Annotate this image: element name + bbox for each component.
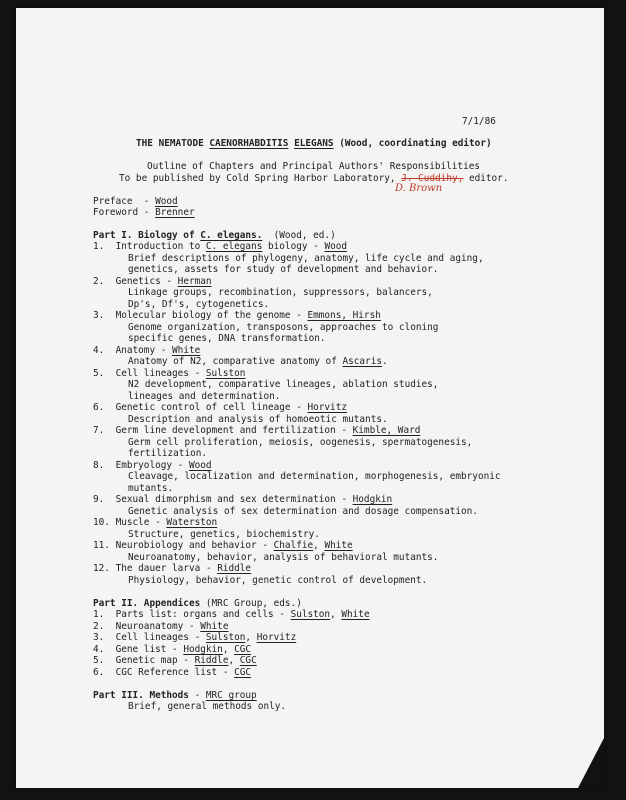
chapter-9-desc-1: Genetic analysis of sex determination and dosage compensation. (128, 506, 478, 517)
subtitle-line-2: To be published by Cold Spring Harbor Laboratory, J. Cuddihy, editor. (119, 173, 509, 184)
chapter-8-desc-1: Cleavage, localization and determination, morphogenesis, embryonic (128, 471, 501, 482)
chapter-7-desc-1: Germ cell proliferation, meiosis, oogenesis, spermatogenesis, (128, 437, 473, 448)
chapter-1-desc-1: Brief descriptions of phylogeny, anatomy, life cycle and aging, (128, 253, 484, 264)
part3-desc-1: Brief, general methods only. (128, 701, 287, 712)
appendix-4: 4. Gene list - Hodgkin, CGC (93, 644, 252, 655)
part2-heading: Part II. Appendices (MRC Group, eds.) (93, 598, 302, 609)
chapter-7: 7. Germ line development and fertilization - Kimble, Ward (93, 425, 421, 436)
appendix-2: 2. Neuroanatomy - White (93, 621, 229, 632)
handwritten-editor-name: D. Brown (395, 183, 443, 194)
chapter-12-desc-1: Physiology, behavior, genetic control of development. (128, 575, 428, 586)
chapter-8-desc-2: mutants. (128, 483, 174, 494)
chapter-5-desc-1: N2 development, comparative lineages, ablation studies, (128, 379, 439, 390)
chapter-6: 6. Genetic control of cell lineage - Horvitz (93, 402, 347, 413)
chapter-5-desc-2: lineages and determination. (128, 391, 281, 402)
preface-line: Preface - Wood (93, 196, 178, 207)
chapter-2-desc-2: Dp's, Df's, cytogenetics. (128, 299, 270, 310)
part3-heading: Part III. Methods - MRC group (93, 690, 257, 701)
chapter-4-desc-1: Anatomy of N2, comparative anatomy of Ascaris. (128, 356, 388, 367)
struck-editor-name: J. Cuddihy, (401, 173, 464, 184)
folded-corner (578, 738, 604, 788)
document-date: 7/1/86 (462, 116, 496, 127)
appendix-1: 1. Parts list: organs and cells - Sulston, White (93, 609, 370, 620)
subtitle-line-1: Outline of Chapters and Principal Authors' Responsibilities (147, 161, 481, 172)
chapter-10: 10. Muscle - Waterston (93, 517, 218, 528)
chapter-3: 3. Molecular biology of the genome - Emmons, Hirsh (93, 310, 381, 321)
foreword-line: Foreword - Brenner (93, 207, 195, 218)
document-title: THE NEMATODE CAENORHABDITIS ELEGANS (Wood, coordinating editor) (136, 138, 492, 149)
chapter-7-desc-2: fertilization. (128, 448, 208, 459)
appendix-3: 3. Cell lineages - Sulston, Horvitz (93, 632, 297, 643)
part1-heading: Part I. Biology of C. elegans. (Wood, ed.) (93, 230, 336, 241)
chapter-11: 11. Neurobiology and behavior - Chalfie, White (93, 540, 353, 551)
chapter-1-desc-2: genetics, assets for study of development and behavior. (128, 264, 439, 275)
chapter-11-desc-1: Neuroanatomy, behavior, analysis of behavioral mutants. (128, 552, 439, 563)
chapter-5: 5. Cell lineages - Sulston (93, 368, 246, 379)
chapter-1: 1. Introduction to C. elegans biology - Wood (93, 241, 348, 252)
chapter-9: 9. Sexual dimorphism and sex determination - Hodgkin (93, 494, 393, 505)
chapter-8: 8. Embryology - Wood (93, 460, 212, 471)
chapter-2-desc-1: Linkage groups, recombination, suppressors, balancers, (128, 287, 433, 298)
appendix-5: 5. Genetic map - Riddle, CGC (93, 655, 257, 666)
chapter-12: 12. The dauer larva - Riddle (93, 563, 252, 574)
chapter-3-desc-1: Genome organization, transposons, approaches to cloning (128, 322, 439, 333)
chapter-3-desc-2: specific genes, DNA transformation. (128, 333, 326, 344)
chapter-6-desc-1: Description and analysis of homoeotic mutants. (128, 414, 388, 425)
chapter-10-desc-1: Structure, genetics, biochemistry. (128, 529, 320, 540)
appendix-6: 6. CGC Reference list - CGC (93, 667, 252, 678)
chapter-2: 2. Genetics - Herman (93, 276, 212, 287)
chapter-4: 4. Anatomy - White (93, 345, 201, 356)
